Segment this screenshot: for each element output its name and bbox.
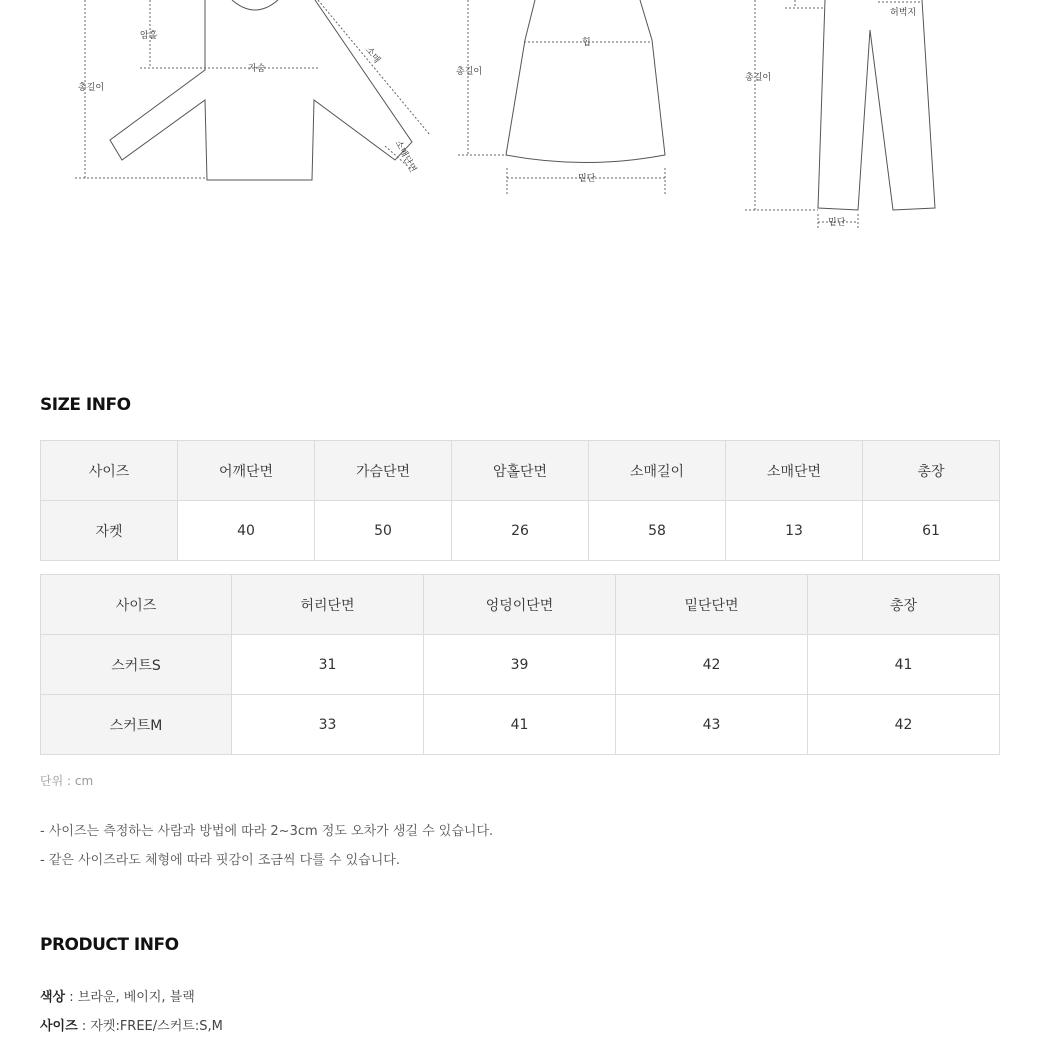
table-header-cell: 소매단면 — [726, 441, 863, 501]
pants-thigh-label: 허벅지 — [890, 8, 917, 18]
table-cell: 39 — [424, 635, 616, 695]
garment-diagrams-svg — [0, 0, 1040, 240]
table-header-cell: 엉덩이단면 — [424, 575, 616, 635]
table-cell: 42 — [808, 695, 1000, 755]
table-cell: 41 — [808, 635, 1000, 695]
table-cell: 26 — [452, 501, 589, 561]
skirt-hem-label: 밑단 — [578, 174, 596, 184]
table-cell: 41 — [424, 695, 616, 755]
table-cell: 61 — [863, 501, 1000, 561]
top-diagram — [110, 0, 412, 180]
top-armhole-label: 암홀 — [140, 31, 158, 41]
table-header-cell: 밑단단면 — [616, 575, 808, 635]
table-row — [41, 635, 1000, 695]
top-sleeve-cuff-label: 소매단면 — [392, 138, 418, 175]
table-row — [41, 501, 1000, 561]
size-label: 사이즈 — [40, 1019, 78, 1034]
table-header-cell: 가슴단면 — [315, 441, 452, 501]
measurement-diagrams — [0, 0, 1040, 240]
color-label: 색상 — [40, 990, 66, 1005]
jacket-size-table — [40, 440, 1000, 561]
skirt-total-length-label: 총길이 — [456, 67, 483, 77]
table-header-cell: 소매길이 — [589, 441, 726, 501]
table-header-cell: 어깨단면 — [178, 441, 315, 501]
top-measure-lines — [75, 0, 430, 178]
top-sleeve-label: 소매 — [363, 45, 382, 66]
size-note: - 사이즈는 측정하는 사람과 방법에 따라 2~3cm 정도 오차가 생길 수 있습니다. — [40, 824, 494, 839]
table-cell: 31 — [232, 635, 424, 695]
table-cell: 13 — [726, 501, 863, 561]
table-header-cell: 총장 — [808, 575, 1000, 635]
size-info-title: SIZE INFO — [40, 395, 131, 415]
size-value: : 자켓:FREE/스커트:S,M — [77, 1019, 223, 1034]
pants-diagram — [818, 0, 935, 210]
table-header-cell: 총장 — [863, 441, 1000, 501]
skirt-measure-lines — [458, 0, 665, 195]
table-cell: 42 — [616, 635, 808, 695]
table-cell: 40 — [178, 501, 315, 561]
table-cell: 50 — [315, 501, 452, 561]
table-cell: 58 — [589, 501, 726, 561]
row-label: 자켓 — [41, 501, 178, 561]
skirt-diagram — [506, 0, 665, 163]
table-cell: 33 — [232, 695, 424, 755]
product-info-title: PRODUCT INFO — [40, 935, 179, 955]
unit-label: 단위 : cm — [40, 774, 94, 788]
skirt-size-table — [40, 574, 1000, 755]
table-row — [41, 695, 1000, 755]
table-header-cell: 암홀단면 — [452, 441, 589, 501]
table-header-row — [41, 575, 1000, 635]
row-label: 스커트M — [41, 695, 232, 755]
product-size-row — [40, 1015, 223, 1034]
size-note: - 같은 사이즈라도 체형에 따라 핏감이 조금씩 다를 수 있습니다. — [40, 853, 400, 868]
table-cell: 43 — [616, 695, 808, 755]
skirt-hip-label: 힙 — [582, 38, 591, 48]
table-header-cell: 허리단면 — [232, 575, 424, 635]
color-value: : 브라운, 베이지, 블랙 — [65, 990, 195, 1005]
table-header-cell: 사이즈 — [41, 575, 232, 635]
product-color-row — [40, 986, 195, 1005]
top-chest-label: 가슴 — [248, 64, 266, 74]
pants-measure-lines — [745, 0, 920, 230]
row-label: 스커트S — [41, 635, 232, 695]
pants-total-length-label: 총길이 — [745, 73, 772, 83]
table-header-row — [41, 441, 1000, 501]
pants-hem-label: 밑단 — [828, 218, 846, 228]
table-header-cell: 사이즈 — [41, 441, 178, 501]
top-total-length-label: 총길이 — [78, 83, 105, 93]
